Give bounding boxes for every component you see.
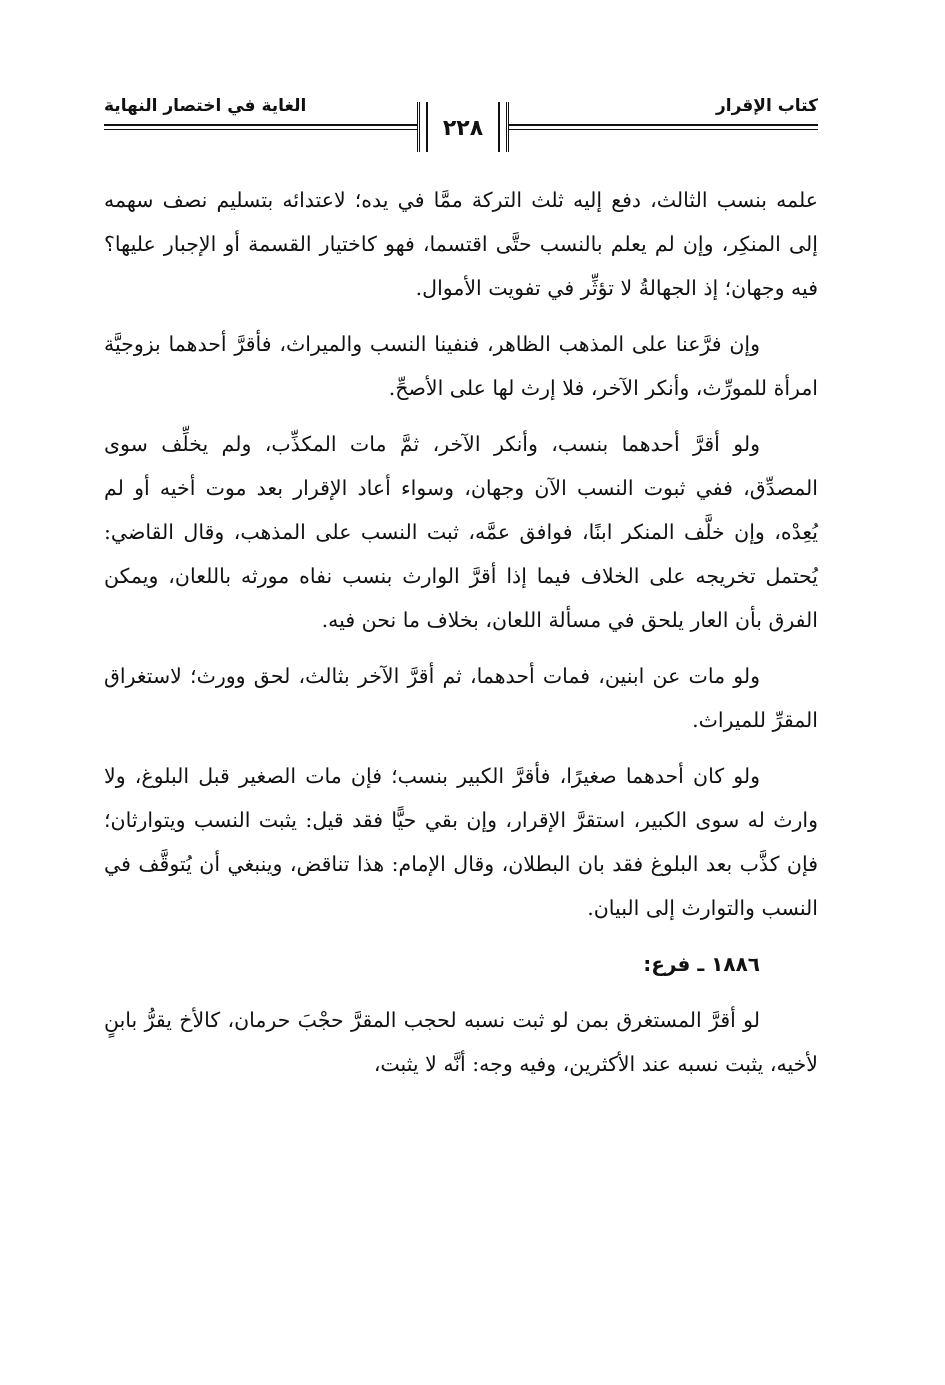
section-heading: ١٨٨٦ ـ فرع: xyxy=(643,952,760,976)
page-header xyxy=(104,96,818,156)
paragraph-5: ولو كان أحدهما صغيرًا، فأقرَّ الكبير بنسب؛ فإن مات الصغير قبل البلوغ، ولا وارث له سوى الكبير، استقرَّ الإقرار، وإن بقي حيًّا فقد قيل: يثبت النسب ويتوارثان؛ فإن كذَّب بعد البلوغ فقد بان البطلان، وقال الإمام: هذا تناقض، وينبغي أن يُتوقَّف في النسب والتوارث إلى البيان. xyxy=(104,764,818,920)
paragraph-3: ولو أقرَّ أحدهما بنسب، وأنكر الآخر، ثمَّ مات المكذِّب، ولم يخلِّف سوى المصدِّق، ففي ثبوت النسب الآن وجهان، وسواء أعاد الإقرار بعد موت أخيه أو لم يُعِدْه، وإن خلَّف المنكر ابنًا، فوافق عمَّه، ثبت النسب على المذهب، وقال القاضي: يُحتمل تخريجه على الخلاف فيما إذا أقرَّ الوارث بنسب نفاه مورثه باللعان، ويمكن الفرق بأن العار يلحق في مسألة اللعان، بخلاف ما نحن فيه. xyxy=(104,432,818,632)
book-title: الغاية في اختصار النهاية xyxy=(104,96,312,116)
page-number-frame xyxy=(417,102,509,152)
paragraph-6: لو أقرَّ المستغرق بمن لو ثبت نسبه لحجب المقرَّ حجْبَ حرمان، كالأخ يقرُّ بابنٍ لأخيه، يثبت نسبه عند الأكثرين، وفيه وجه: أنَّه لا يثبت، xyxy=(104,1008,818,1076)
paragraph-1: علمه بنسب الثالث، دفع إليه ثلث التركة ممَّا في يده؛ لاعتدائه بتسليم نصف سهمه إلى المنكِر، وإن لم يعلم بالنسب حتَّى اقتسما، فهو كاختيار القسمة أو الإجبار عليها؟ فيه وجهان؛ إذ الجهالةُ لا تؤثِّر في تفويت الأموال. xyxy=(104,188,818,300)
paragraph-4: ولو مات عن ابنين، فمات أحدهما، ثم أقرَّ الآخر بثالث، لحق وورث؛ لاستغراق المقرِّ للميراث. xyxy=(104,664,818,732)
paragraph-2: وإن فرَّعنا على المذهب الظاهر، فنفينا النسب والميراث، فأقرَّ أحدهما بزوجيَّة امرأة للمورِّث، وأنكر الآخر، فلا إرث لها على الأصحِّ. xyxy=(104,332,818,400)
page-body xyxy=(104,178,818,1098)
page-number: ٢٢٨ xyxy=(442,116,484,141)
chapter-title: كتاب الإقرار xyxy=(710,96,818,116)
